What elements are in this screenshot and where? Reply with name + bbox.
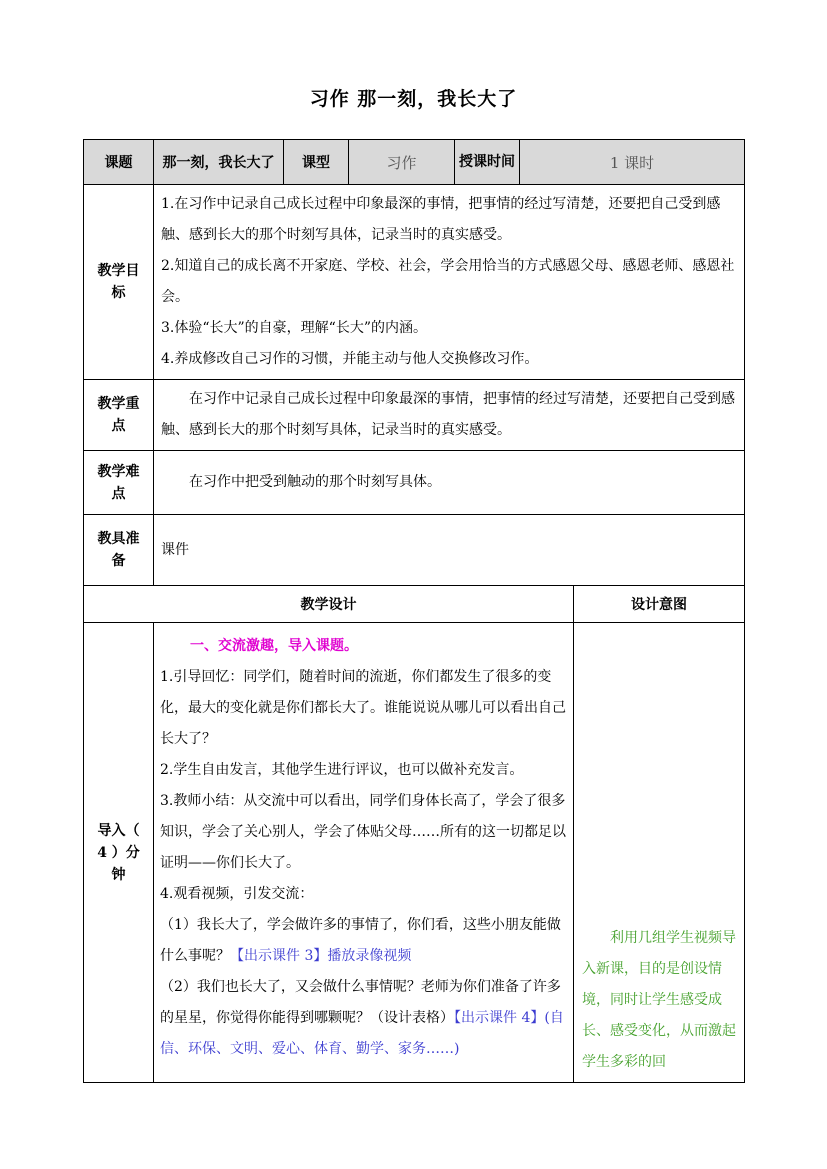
design-paragraph bbox=[160, 972, 569, 1065]
design-header: 教学设计 bbox=[84, 586, 574, 623]
design-header-row bbox=[84, 586, 745, 623]
type-label: 课型 bbox=[284, 140, 349, 185]
goals-row bbox=[84, 185, 745, 380]
time-label: 授课时间 bbox=[455, 140, 520, 185]
intent-header: 设计意图 bbox=[574, 586, 745, 623]
materials-text: 课件 bbox=[161, 541, 189, 558]
key-points-content bbox=[154, 380, 745, 451]
goals-content bbox=[154, 185, 745, 380]
goals-label: 教学目标 bbox=[84, 185, 154, 380]
design-paragraph: 2.学生自由发言，其他学生进行评议，也可以做补充发言。 bbox=[160, 762, 524, 778]
difficulties-text: 在习作中把受到触动的那个时刻写具体。 bbox=[189, 474, 441, 490]
goal-item: 4.养成修改自己习作的习惯，并能主动与他人交换修改习作。 bbox=[161, 351, 539, 367]
design-paragraph bbox=[160, 910, 569, 972]
difficulties-row bbox=[84, 451, 745, 515]
design-text: （1）我长大了，学会做许多的事情了，你们看，这些小朋友能做什么事呢？ bbox=[160, 917, 561, 964]
difficulties-label: 教学难点 bbox=[84, 451, 154, 515]
design-paragraph: 1.引导回忆：同学们，随着时间的流逝，你们都发生了很多的变化，最大的变化就是你们都长大了。谁能说说从哪儿可以看出自己长大了？ bbox=[160, 669, 566, 747]
design-text: （2）我们也长大了，又会做什么事情呢？老师为你们准备了许多的星星，你觉得你能得到哪颗呢？（设计表格） bbox=[160, 979, 561, 1026]
intent-text: 利用几组学生视频导入新课，目的是创设情境，同时让学生感受成长、感受变化，从而激起学生多彩的回 bbox=[582, 930, 736, 1070]
section-title: 一、交流激趣，导入课题。 bbox=[190, 638, 358, 654]
page-title: 习作 那一刻，我长大了 bbox=[309, 88, 518, 110]
materials-label: 教具准备 bbox=[84, 515, 154, 586]
difficulties-content bbox=[154, 451, 745, 515]
goal-item: 2.知道自己的成长离不开家庭、学校、社会，学会用恰当的方式感恩父母、感恩老师、感恩社会。 bbox=[161, 258, 735, 305]
key-points-label: 教学重点 bbox=[84, 380, 154, 451]
goal-item: 1.在习作中记录自己成长过程中印象最深的事情，把事情的经过写清楚，还要把自己受到感触、感到长大的那个时刻写具体，记录当时的真实感受。 bbox=[161, 196, 721, 243]
time-value: 1 课时 bbox=[520, 140, 745, 185]
key-points-text: 在习作中记录自己成长过程中印象最深的事情，把事情的经过写清楚，还要把自己受到感触、感到长大的那个时刻写具体，记录当时的真实感受。 bbox=[161, 391, 735, 438]
materials-content bbox=[154, 515, 745, 586]
intro-design bbox=[154, 623, 574, 1083]
header-row bbox=[84, 140, 745, 185]
design-paragraph: 3.教师小结：从交流中可以看出，同学们身体长高了，学会了很多知识，学会了关心别人，学会了体贴父母……所有的这一切都足以证明——你们长大了。 bbox=[160, 793, 566, 871]
intro-intent bbox=[574, 623, 745, 1083]
courseware-note: 【出示课件 3】播放录像视频 bbox=[230, 948, 412, 964]
intro-label: 导入（ 4 ）分钟 bbox=[84, 623, 154, 1083]
key-points-row bbox=[84, 380, 745, 451]
lesson-plan-table bbox=[83, 139, 745, 1083]
intro-row bbox=[84, 623, 745, 1083]
topic-value: 那一刻，我长大了 bbox=[154, 140, 284, 185]
goal-item: 3.体验“长大”的自豪，理解“长大”的内涵。 bbox=[161, 320, 427, 336]
topic-label: 课题 bbox=[84, 140, 154, 185]
courseware-note: 【出示课件 4】(自信、环保、文明、爱心、体育、勤学、家务……) bbox=[160, 1010, 564, 1057]
design-paragraph: 4.观看视频，引发交流： bbox=[160, 886, 314, 902]
type-value: 习作 bbox=[349, 140, 455, 185]
materials-row bbox=[84, 515, 745, 586]
